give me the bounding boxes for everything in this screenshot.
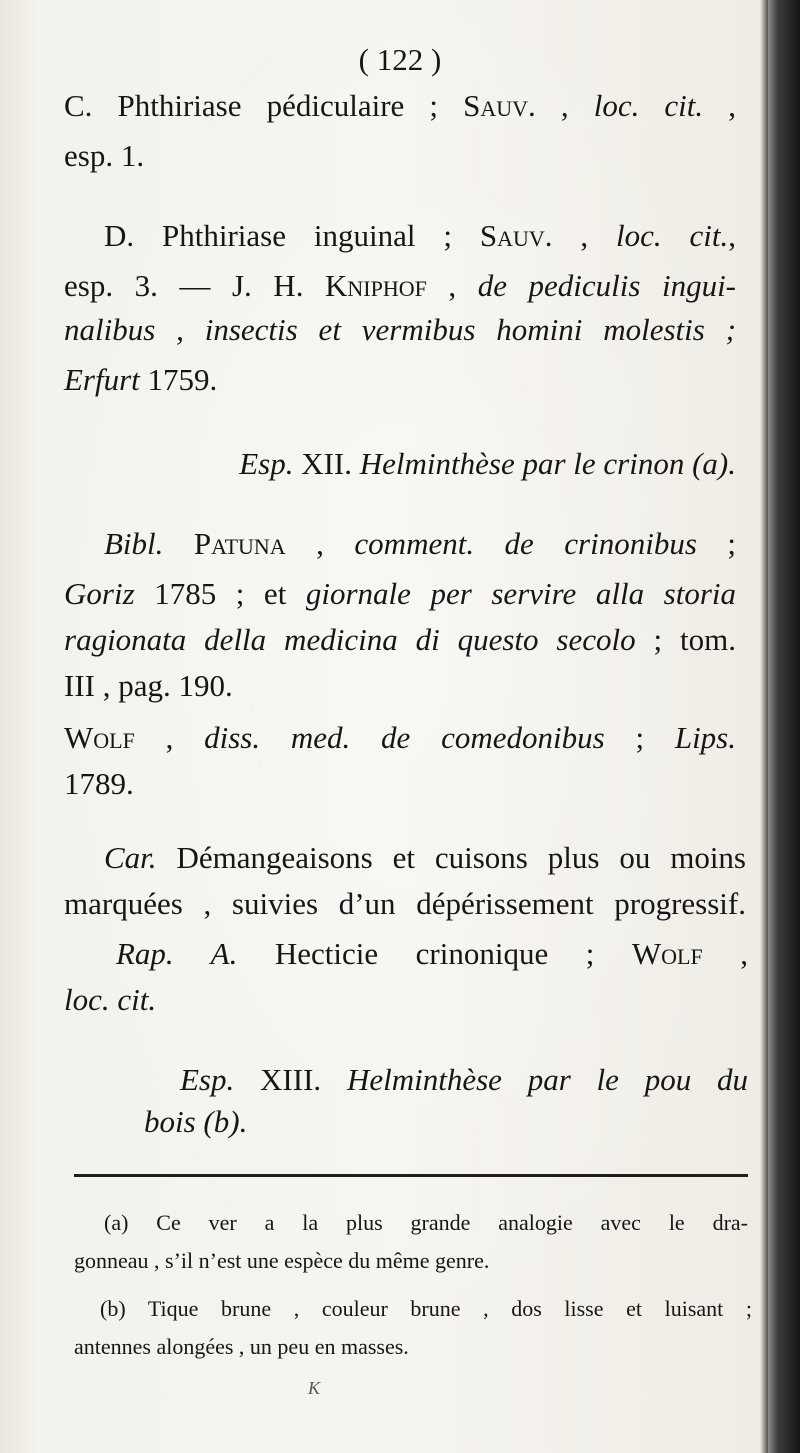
text-line: esp. 1. — [64, 138, 145, 173]
place-name: Erfurt — [64, 362, 140, 397]
footnote-a-line-2: gonneau , s’il n’est une espèce du même genre. — [74, 1248, 490, 1273]
place-name: Lips. — [674, 720, 736, 755]
text-line — [64, 266, 736, 306]
citation-italic: de pediculis ingui- — [477, 268, 736, 303]
text-segment: , — [728, 218, 736, 253]
text-line: 1789. — [64, 766, 134, 801]
author-name: Kniphof — [324, 268, 427, 303]
text-line — [104, 524, 736, 564]
text-line: marquées , suivies d’un dépérissement progressif. — [64, 886, 746, 921]
section-heading — [180, 1060, 748, 1100]
author-name: Sauv. — [463, 88, 536, 123]
section-title: Helminthèse par le pou du — [346, 1062, 749, 1097]
text-segment: , — [703, 88, 736, 123]
section-title: Helminthèse par le crinon (a). — [359, 446, 736, 481]
text-segment: Rap. A. — [116, 936, 238, 971]
text-segment: ; tom. — [635, 622, 736, 657]
footnote-b-line-1: (b) Tique brune , couleur brune , dos lisse et luisant ; — [100, 1296, 752, 1321]
text-segment: D. Phthiriase inguinal ; — [104, 218, 480, 253]
text-line — [104, 216, 736, 256]
text-segment: , — [285, 526, 355, 561]
text-line: loc. cit. — [64, 982, 157, 1017]
citation-italic: giornale per servire alla storia — [305, 576, 736, 611]
text-segment: Esp. — [180, 1062, 235, 1097]
text-segment: 1759. — [139, 362, 218, 397]
citation-italic: loc. cit. — [593, 88, 704, 123]
text-line: nalibus , insectis et vermibus homini molestis ; — [64, 312, 736, 347]
text-segment: ; — [604, 720, 675, 755]
footnote-a-line-1: (a) Ce ver a la plus grande analogie avec le dra- — [104, 1210, 748, 1235]
footnote-rule — [74, 1174, 748, 1177]
page-number: ( 122 ) — [358, 42, 442, 77]
text-segment: , — [426, 268, 478, 303]
text-segment: , — [535, 88, 594, 123]
text-segment: Esp. — [239, 446, 294, 481]
citation-italic: comment. de crinonibus — [354, 526, 697, 561]
text-segment: Démangeaisons et cuisons plus ou moins — [156, 840, 746, 875]
text-line — [64, 620, 736, 660]
text-segment: , — [702, 936, 749, 971]
text-line — [64, 86, 736, 126]
text-line — [64, 718, 736, 758]
citation-italic: diss. med. de comedonibus — [204, 720, 605, 755]
text-segment: 1785 ; et — [134, 576, 306, 611]
citation-italic: ragionata della medicina di questo secolo — [64, 622, 636, 657]
text-segment: esp. 3. — J. H. — [64, 268, 325, 303]
text-segment: ; — [696, 526, 737, 561]
text-segment: , — [134, 720, 205, 755]
citation-italic: loc. cit. — [616, 218, 729, 253]
text-line — [64, 574, 736, 614]
text-segment: XII. — [293, 446, 360, 481]
text-segment: XIII. — [234, 1062, 347, 1097]
author-name: Sauv. — [479, 218, 553, 253]
author-name: Wolf — [64, 720, 135, 755]
text-segment: C. Phthiriase pédiculaire ; — [64, 88, 464, 123]
text-line — [116, 934, 748, 974]
text-segment: Hecticie crinonique ; — [237, 936, 632, 971]
text-segment: Bibl. — [104, 526, 164, 561]
text-line: III , pag. 190. — [64, 668, 233, 703]
text-segment: Car. — [104, 840, 157, 875]
marginal-mark: K — [308, 1378, 321, 1398]
place-name: Goriz — [64, 576, 135, 611]
section-heading — [168, 444, 736, 484]
text-line: bois (b). — [144, 1104, 248, 1139]
text-line — [64, 360, 736, 400]
page-edge-shadow — [768, 0, 800, 1453]
footnote-b-line-2: antennes alongées , un peu en masses. — [74, 1334, 409, 1359]
author-name: Wolf — [631, 936, 703, 971]
text-line — [104, 838, 746, 878]
text-segment: , — [552, 218, 617, 253]
author-name: Patuna — [163, 526, 286, 561]
